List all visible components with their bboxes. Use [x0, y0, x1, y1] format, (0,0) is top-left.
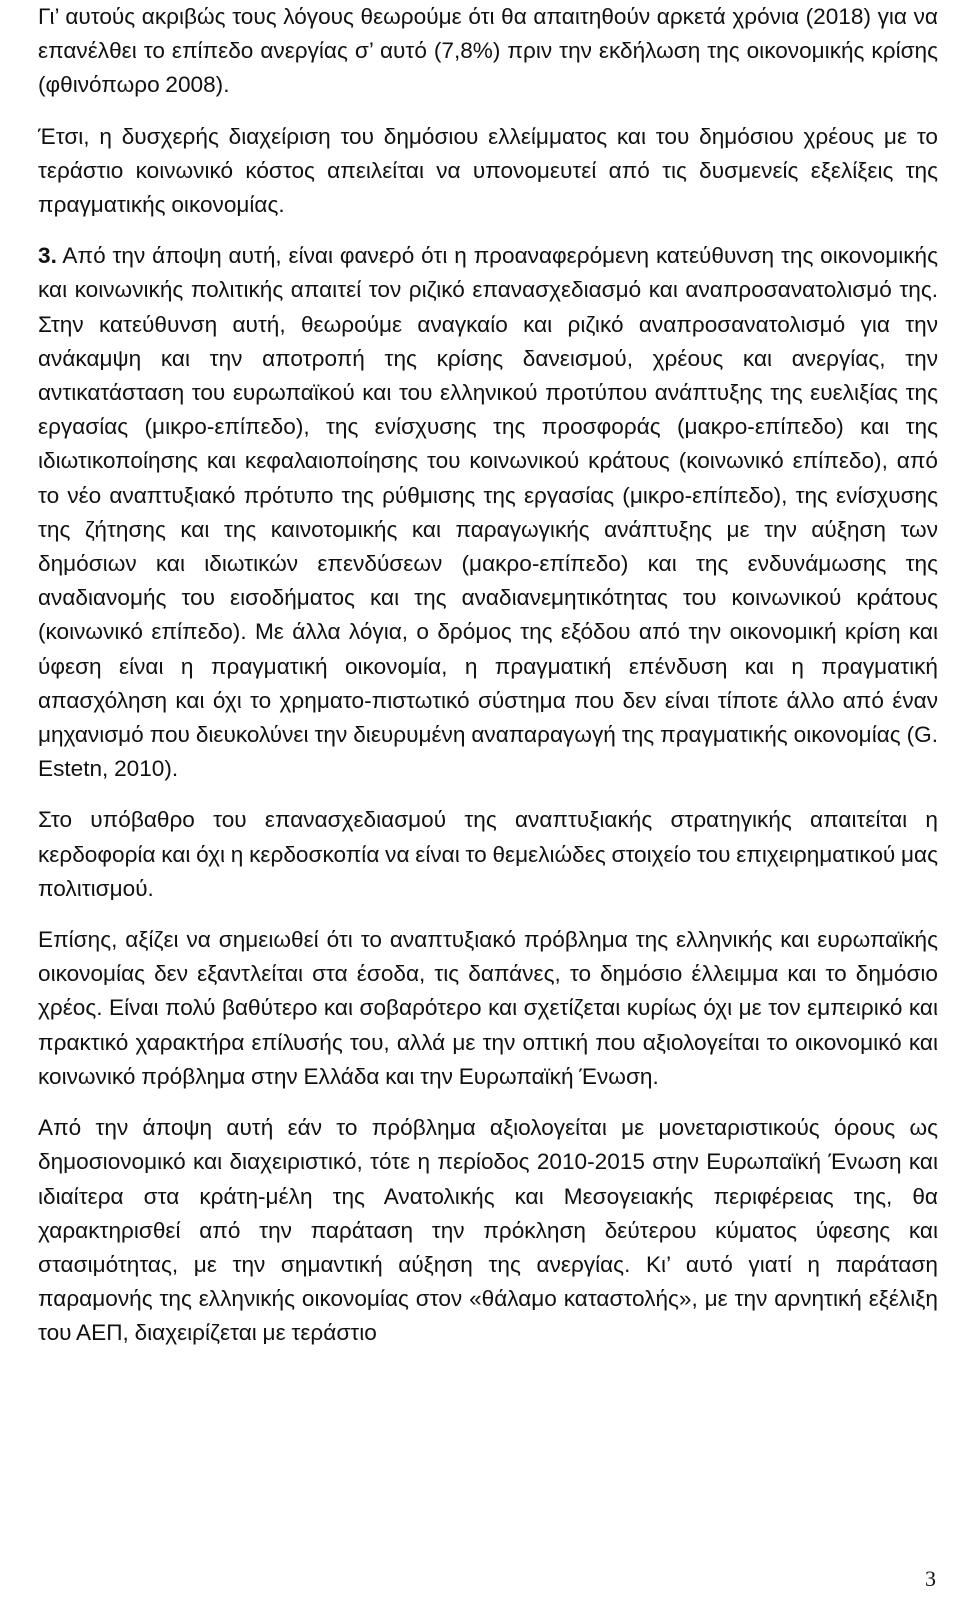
paragraph-development-problem: Επίσης, αξίζει να σημειωθεί ότι το αναπτυξιακό πρόβλημα της ελληνικής και ευρωπαϊκής οικονομίας δεν εξαντλείται στα έσοδα, τις δαπάνες, το δημόσιο έλλειμμα και το δημόσιο χρέος. Είναι πολύ βαθύτερο και σοβαρότερο και σχετίζεται κυρίως όχι με τον εμπειρικό και πρακτικό χαρακτήρα επίλυσής του, αλλά με την οπτική που αξιολογείται το οικονομικό και κοινωνικό πρόβλημα στην Ελλάδα και την Ευρωπαϊκή Ένωση. — [38, 927, 938, 1089]
document-page — [38, 0, 938, 1351]
section-3-text: Από την άποψη αυτή, είναι φανερό ότι η προαναφερόμενη κατεύθυνση της οικονομικής και κοινωνικής πολιτικής απαιτεί τον ριζικό επανασχεδιασμό και αναπροσανατολισμό της. Στην κατεύθυνση αυτή, θεωρούμε αναγκαίο και ριζικό αναπροσανατολισμό για την ανάκαμψη και την αποτροπή της κρίσης δανεισμού, χρέους και ανεργίας, την αντικατάσταση του ευρωπαϊκού και του ελληνικού προτύπου ανάπτυξης της ευελιξίας της εργασίας (μικρο-επίπεδο), της ενίσχυσης της προσφοράς (μακρο-επίπεδο) και της ιδιωτικοποίησης και κεφαλαιοποίησης του κοινωνικού κράτους (κοινωνικό επίπεδο), από το νέο αναπτυξιακό πρότυπο της ρύθμισης της εργασίας (μικρο-επίπεδο), της ενίσχυσης της ζήτησης και της καινοτομικής και παραγωγικής ανάπτυξης με την αύξηση των δημόσιων και ιδιωτικών επενδύσεων (μακρο-επίπεδο) και της ενδυνάμωσης της αναδιανομής του εισοδήματος και της αναδιανεμητικότητας του κοινωνικού κράτους (κοινωνικό επίπεδο). Με άλλα λόγια, ο δρόμος της εξόδου από την οικονομική κρίση και ύφεση είναι η πραγματική οικονομία, η πραγματική επένδυση και η πραγματική απασχόληση και όχι το χρηματο-πιστωτικό σύστημα που δεν είναι τίποτε άλλο από έναν μηχανισμό που διευκολύνει την διευρυμένη αναπαραγωγή της πραγματικής οικονομίας (G. Estetn, 2010). — [38, 243, 938, 782]
paragraph-monetarist-view: Από την άποψη αυτή εάν το πρόβλημα αξιολογείται με μονεταριστικούς όρους ως δημοσιονομικό και διαχειριστικό, τότε η περίοδος 2010-2015 στην Ευρωπαϊκή Ένωση και ιδιαίτερα στα κράτη-μέλη της Ανατολικής και Μεσογειακής περιφέρειας της, θα χαρακτηρισθεί από την παράταση την πρόκληση δεύτερου κύματος ύφεσης και στασιμότητας, με την σημαντική αύξηση της ανεργίας. Κι’ αυτό γιατί η παράταση παραμονής της ελληνικής οικονομίας στον «θάλαμο καταστολής», με την αρνητική εξέλιξη του ΑΕΠ, διαχειρίζεται με τεράστιο — [38, 1115, 938, 1346]
paragraph-section-3 — [38, 239, 938, 786]
paragraph-profitability: Στο υπόβαθρο του επανασχεδιασμού της αναπτυξιακής στρατηγικής απαιτείται η κερδοφορία και όχι η κερδοσκοπία να είναι το θεμελιώδες στοιχείο του επιχειρηματικού μας πολιτισμού. — [38, 807, 938, 901]
page-number: 3 — [925, 1566, 936, 1591]
paragraph-unemployment-recovery: Γι’ αυτούς ακριβώς τους λόγους θεωρούμε ότι θα απαιτηθούν αρκετά χρόνια (2018) για να επανέλθει το επίπεδο ανεργίας σ’ αυτό (7,8%) πριν την εκδήλωση της οικονομικής κρίσης (φθινόπωρο 2008). — [38, 4, 938, 98]
section-number: 3. — [38, 243, 57, 269]
paragraph-deficit-management: Έτσι, η δυσχερής διαχείριση του δημόσιου ελλείμματος και του δημόσιου χρέους με το τεράστιο κοινωνικό κόστος απειλείται να υπονομευτεί από τις δυσμενείς εξελίξεις της πραγματικής οικονομίας. — [38, 123, 938, 218]
